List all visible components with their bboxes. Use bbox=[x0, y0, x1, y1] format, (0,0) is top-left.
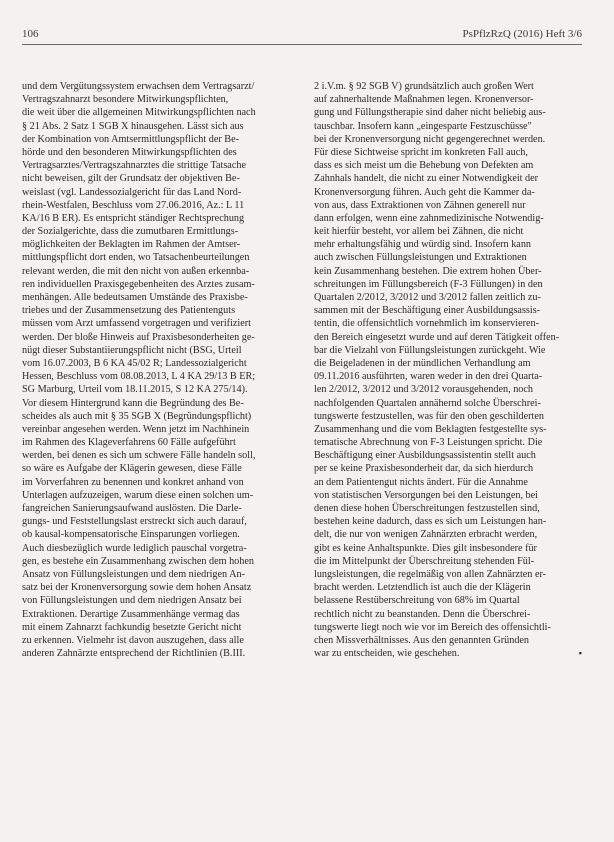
text-line: den Bereich eingesetzt wurde und auf deren Tätigkeit offen- bbox=[314, 331, 560, 343]
left-text-column bbox=[22, 80, 290, 660]
text-line: nicht beweisen, gilt der Grundsatz der objektiven Be- bbox=[22, 173, 240, 185]
text-line: der Sozialgerichte, dass die zumutbaren Ermittlungs- bbox=[22, 226, 239, 238]
text-line: war zu entscheiden, wie geschehen. ▪ bbox=[314, 648, 582, 660]
text-line: § 21 Abs. 2 Satz 1 SGB X hinausgehen. Lässt sich aus bbox=[22, 120, 244, 132]
text-line: Für diese Sichtweise spricht im konkreten Fall auch, bbox=[314, 146, 528, 158]
text-line: sammen mit der Beschäftigung einer Ausbildungsassis- bbox=[314, 305, 541, 317]
text-line: und dem Vergütungssystem erwachsen dem Vertragsarzt/ bbox=[22, 81, 255, 92]
text-line: der Kombination von Amtsermittlungspflicht der Be- bbox=[22, 133, 240, 145]
text-line: die im Mittelpunkt der Überschreitung stehenden Fül- bbox=[314, 555, 535, 567]
text-line: 09.11.2016 ausführten, waren weder in den drei Quarta- bbox=[314, 371, 543, 383]
text-line: tungswerte liegt noch wie vor im Bereich des offensichtli- bbox=[314, 621, 551, 633]
right-text-column bbox=[314, 80, 582, 660]
text-line: mehr erhaltungsfähig und würdig sind. Insofern kann bbox=[314, 239, 532, 251]
text-line: Zahnhals handelt, die nicht zu einer Notwendigkeit der bbox=[314, 173, 539, 185]
header-rule bbox=[22, 44, 582, 45]
text-line: auch zwischen Füllungsleistungen und Extraktionen bbox=[314, 252, 527, 264]
text-line: denen diese hohen Überschreitungen festzustellen sind, bbox=[314, 503, 540, 514]
text-line: weislast (vgl. Landessozialgericht für das Land Nord- bbox=[22, 186, 242, 198]
text-line: von statistischen Versorgungen bei den Leistungen, bei bbox=[314, 489, 538, 501]
text-line: mit einem Zahnarzt fachkundig besetzte Gericht nicht bbox=[22, 621, 242, 633]
text-line: zu erkennen. Vielmehr ist davon auszugehen, dass alle bbox=[22, 634, 244, 646]
text-line: hörde und den besonderen Mitwirkungspflichten des bbox=[22, 146, 237, 158]
text-line: tentin, die offensichtlich vornehmlich im konservieren- bbox=[314, 318, 540, 330]
text-line: an dem Patientengut nichts ändert. Für die Annahme bbox=[314, 476, 528, 488]
text-line: Unterlagen aufzuzeigen, warum diese einen solchen um- bbox=[22, 489, 254, 501]
text-line: bei der Kronenversorgung nicht gegengerechnet werden. bbox=[314, 133, 546, 145]
text-line: von Füllungsleistungen und dem niedrigen Ansatz bei bbox=[22, 595, 242, 607]
text-line: im Rahmen des Klageverfahrens 60 Fälle aufgeführt bbox=[22, 437, 236, 449]
text-line: kein Zusammenhang bestehen. Die extrem hohen Über- bbox=[314, 265, 542, 277]
text-line: menhängen. Alle bedeutsamen Umstände des Praxisbe- bbox=[22, 292, 248, 303]
text-line: dann erfolgen, wenn eine zahnmedizinische Notwendig- bbox=[314, 212, 544, 224]
text-line: bracht werden. Letztendlich ist auch die der Klägerin bbox=[314, 582, 531, 594]
text-line: im Vorverfahren zu benennen und konkret anhand von bbox=[22, 476, 244, 488]
text-line: anderen Zahnärzte entsprechend der Richtlinien (B.III. bbox=[22, 648, 246, 660]
text-line: Vertragsarztes/Vertragszahnarztes die strittige Tatsache bbox=[22, 160, 246, 172]
text-line: Kronenversorgung führen. Auch geht die Kammer da- bbox=[314, 186, 535, 198]
text-line: vereinbar angesehen werden. Wenn jetzt im Nachhinein bbox=[22, 423, 250, 435]
text-line: Beschäftigung einer Ausbildungsassistentin stellt auch bbox=[314, 450, 536, 462]
text-line: müssen vom Arzt umfassend vorgetragen und verifiziert bbox=[22, 318, 251, 330]
text-line: nachfolgenden Quartalen annähernd solche Überschrei- bbox=[314, 397, 541, 409]
text-line: auf zahnerhaltende Maßnahmen legen. Kronenversor- bbox=[314, 94, 534, 106]
text-line: gung und Füllungstherapie sind daher nicht beliebig aus- bbox=[314, 107, 546, 119]
text-line: tematische Abrechnung von F-3 Leistungen spricht. Die bbox=[314, 437, 543, 449]
text-line: SG Marburg, Urteil vom 18.11.2015, S 12 KA 275/14). bbox=[22, 384, 248, 396]
text-line: dass es sich meist um die Behebung von Defekten am bbox=[314, 160, 534, 172]
text-line: werden. Der bloße Hinweis auf Praxisbesonderheiten ge- bbox=[22, 331, 255, 343]
text-line: Ansatz von Füllungsleistungen und dem niedrigen An- bbox=[22, 568, 245, 580]
text-line: rhein-Westfalen, Beschluss vom 27.06.2016, Az.: L 11 bbox=[22, 199, 245, 211]
journal-reference: PsPflzRzQ (2016) Heft 3/6 bbox=[462, 28, 582, 40]
text-line: chen Missverhältnisses. Aus den genannten Gründen bbox=[314, 634, 530, 646]
text-line: bar die Vielzahl von Füllungsleistungen zurückgeht. Wie bbox=[314, 344, 546, 356]
text-line: Vertragszahnarzt besondere Mitwirkungspflichten, bbox=[22, 94, 229, 106]
text-line: Quartalen 2/2012, 3/2012 und 3/2012 fallen zeitlich zu- bbox=[314, 292, 541, 303]
text-line: gen, es bestehe ein Zusammenhang zwischen dem hohen bbox=[22, 555, 254, 567]
page-header bbox=[22, 28, 582, 42]
text-line: Auch diesbezüglich wurde lediglich pauschal vorgetra- bbox=[22, 542, 247, 554]
text-line: KA/16 B ER). Es entspricht ständiger Rechtsprechung bbox=[22, 212, 245, 224]
page-number: 106 bbox=[22, 28, 39, 40]
text-line: von aus, dass Extraktionen von Zähnen generell nur bbox=[314, 199, 526, 211]
text-line: schreitungen im Füllungsbereich (F-3 Füllungen) in den bbox=[314, 278, 543, 290]
text-line: triebes und der Zusammensetzung des Patientenguts bbox=[22, 305, 236, 317]
text-line: werden, bei denen es sich um schwere Fälle handeln soll, bbox=[22, 450, 256, 462]
text-line: tauschbar. Insofern kann „eingesparte Festzuschüsse" bbox=[314, 120, 532, 132]
text-line: belassene Restüberschreitung von 68% im Quartal bbox=[314, 595, 520, 607]
text-line: Hessen, Beschluss vom 08.08.2013, L 4 KA 29/13 B ER; bbox=[22, 371, 256, 383]
text-line: relevant werden, die mit den nicht von außen erkennba- bbox=[22, 265, 250, 277]
text-line: scheides als auch mit § 35 SGB X (Begründungspflicht) bbox=[22, 410, 252, 422]
text-line: die Beigeladenen in der mündlichen Verhandlung am bbox=[314, 357, 531, 369]
text-line: Zusammenhang und die vom Beklagten festgestellte sys- bbox=[314, 423, 547, 435]
text-line: gungs- und Feststellungslast erstreckt sich auch darauf, bbox=[22, 516, 247, 528]
text-line: tungswerte festzustellen, was für den oben geschilderten bbox=[314, 410, 544, 422]
text-line: so wäre es Aufgabe der Klägerin gewesen, diese Fälle bbox=[22, 463, 242, 475]
text-line: Vor diesem Hintergrund kann die Begründung des Be- bbox=[22, 397, 244, 409]
text-line: Extraktionen. Derartige Zusammenhänge vermag das bbox=[22, 608, 240, 620]
text-line: fangreichen Sanierungsaufwand auslösten. Die Darle- bbox=[22, 503, 242, 514]
text-line: rechtlich nicht zu beanstanden. Denn die Überschrei- bbox=[314, 608, 531, 620]
text-line: satz bei der Kronenversorgung sowie dem hohen Ansatz bbox=[22, 582, 252, 594]
text-line: keit hierfür besteht, vor allem bei Zähnen, die nicht bbox=[314, 226, 524, 238]
text-line: len 2/2012, 3/2012 und 3/2012 vorausgehenden, noch bbox=[314, 384, 533, 396]
end-of-article-mark: ▪ bbox=[578, 648, 582, 659]
text-line: 2 i.V.m. § 92 SGB V) grundsätzlich auch großen Wert bbox=[314, 81, 534, 92]
text-line: die weit über die allgemeinen Mitwirkungspflichten nach bbox=[22, 107, 256, 119]
text-line: mittlungspflicht dort enden, wo Tatsachenbeurteilungen bbox=[22, 252, 250, 264]
text-line: lungsleistungen, die regelmäßig von allen Zahnärzten er- bbox=[314, 568, 547, 580]
text-line: nügt dieser Substantiierungspflicht nicht (BSG, Urteil bbox=[22, 344, 242, 356]
text-line: bestehen keine dadurch, dass es sich um Leistungen han- bbox=[314, 516, 547, 528]
text-line: vom 16.07.2003, B 6 KA 45/02 R; Landessozialgericht bbox=[22, 357, 247, 369]
text-line: möglichkeiten der Beklagten im Rahmen der Amtser- bbox=[22, 239, 241, 251]
text-line: delt, die nur von wenigen Zahnärzten erbracht werden, bbox=[314, 529, 538, 541]
text-line: gibt es keine Anhaltspunkte. Dies gilt insbesondere für bbox=[314, 542, 537, 554]
text-line: ob kausal-kompensatorische Einsparungen vorliegen. bbox=[22, 529, 240, 541]
text-line: per se keine Praxisbesonderheit dar, da sich hierdurch bbox=[314, 463, 534, 475]
text-line: ren individuellen Praxisgegebenheiten des Arztes zusam- bbox=[22, 278, 255, 290]
